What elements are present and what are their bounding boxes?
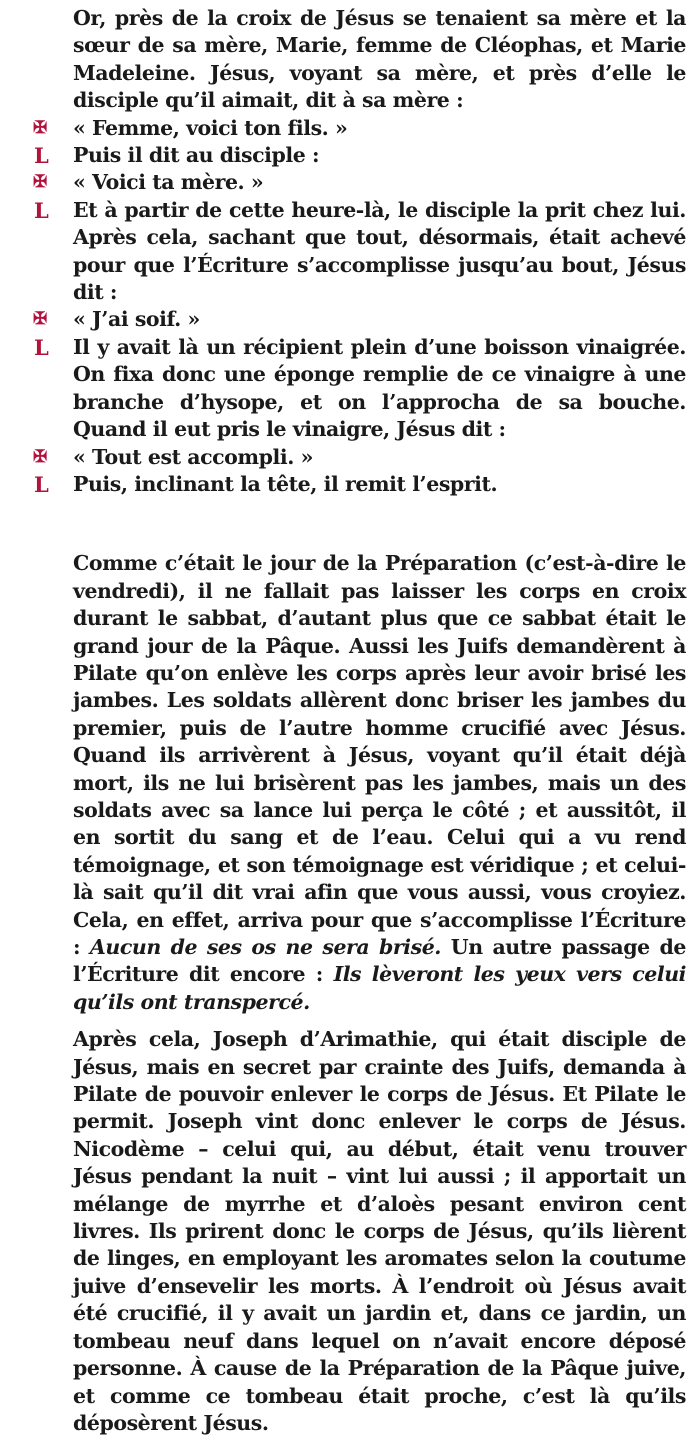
verse-text: Il y avait là un récipient plein d’une boisson vinaigrée. On fixa donc une éponge remplie de ce vinaigre à une branche d’hysope, et on l’approcha de sa bouche. Quand il eut pris le vinaigre, Jésus dit : — [73, 334, 686, 442]
verse-narrator-4 — [0, 471, 700, 498]
verse-text: Et à partir de cette heure-là, le disciple la prit chez lui. Après cela, sachant que tout, désormais, était achevé pour que l’Écriture s’accomplisse jusqu’au bout, Jésus dit : — [73, 197, 686, 305]
narrator-marker: L — [34, 334, 49, 360]
maltese-cross-icon: ✠ — [33, 309, 47, 330]
verse-narrator-1 — [0, 142, 700, 169]
verse-text: « J’ai soif. » — [73, 307, 200, 332]
maltese-cross-icon: ✠ — [33, 117, 47, 138]
verse-intro — [0, 5, 700, 115]
verse-narrator-2 — [0, 197, 700, 307]
passage-narrative — [0, 550, 700, 1437]
paragraph-burial — [0, 1026, 700, 1437]
verse-narrator-3 — [0, 334, 700, 444]
verse-text: Or, près de la croix de Jésus se tenaient sa mère et la sœur de sa mère, Marie, femme de Cléophas, et Marie Madeleine. Jésus, voyant sa mère, et près d’elle le disciple qu’il aimait, dit à sa mère : — [73, 6, 686, 113]
verse-text: Puis il dit au disciple : — [73, 143, 320, 168]
section-gap — [0, 498, 700, 550]
verse-jesus-3 — [0, 306, 700, 333]
scripture-quote: Aucun de ses os ne sera brisé. — [89, 935, 441, 959]
paragraph-text: Comme c’était le jour de la Préparation (c’est-à-dire le vendredi), il ne fallait pas laisser les corps en croix durant le sabbat, d’autant plus que ce sabbat était le grand jour de la Pâque. Aussi les Juifs demandèrent à Pilate qu’on enlève les corps après leur avoir brisé les jambes. Les soldats allèrent donc briser les jambes du premier, puis de l’autre homme crucifié avec Jésus. Quand ils arrivèrent à Jésus, voyant qu’il était déjà mort, ils ne lui brisèrent pas les jambes, mais un des soldats avec sa lance lui perça le côté ; et aussitôt, il en sortit du sang et de l’eau. Celui qui a vu rend témoignage, et son témoignage est véridique ; et celui-là sait qu’il dit vrai afin que vous aussi, vous croyiez. Cela, en effet, arriva pour que s’accomplisse l’Écriture : — [73, 551, 686, 959]
paragraph-text: Après cela, Joseph d’Arimathie, qui était disciple de Jésus, mais en secret par crainte des Juifs, demanda à Pilate de pouvoir enlever le corps de Jésus. Et Pilate le permit. Joseph vint donc enlever le corps de Jésus. Nicodème – celui qui, au début, était venu trouver Jésus pendant la nuit – vint lui aussi ; il apportait un mélange de myrrhe et d’aloès pesant environ cent livres. Ils prirent donc le corps de Jésus, qu’ils lièrent de linges, en employant les aromates selon la coutume juive d’ensevelir les morts. À l’endroit où Jésus avait été crucifié, il y avait un jardin et, dans ce jardin, un tombeau neuf dans lequel on n’avait encore déposé personne. À cause de la Préparation de la Pâque juive, et comme ce tombeau était proche, c’est là qu’ils déposèrent Jésus. — [73, 1027, 686, 1435]
narrator-marker: L — [34, 197, 49, 223]
verse-text: « Voici ta mère. » — [73, 170, 264, 195]
paragraph-preparation — [0, 550, 700, 1016]
narrator-marker: L — [34, 143, 49, 169]
narrator-marker: L — [34, 471, 49, 497]
verse-text: « Femme, voici ton fils. » — [73, 115, 348, 140]
paragraph-gap — [0, 1016, 700, 1026]
verse-jesus-4 — [0, 444, 700, 471]
paragraph-text: Un autre passage de l’Écriture dit encore : — [73, 935, 686, 987]
maltese-cross-icon: ✠ — [33, 446, 47, 467]
verse-text: « Tout est accompli. » — [73, 444, 313, 469]
verse-jesus-2 — [0, 169, 700, 196]
maltese-cross-icon: ✠ — [33, 172, 47, 193]
verse-jesus-1 — [0, 115, 700, 142]
scripture-quote: Ils lèveront les yeux vers celui qu’ils ont transpercé. — [73, 962, 686, 1014]
verse-text: Puis, inclinant la tête, il remit l’esprit. — [73, 471, 498, 496]
passage-dialogue — [0, 5, 700, 498]
